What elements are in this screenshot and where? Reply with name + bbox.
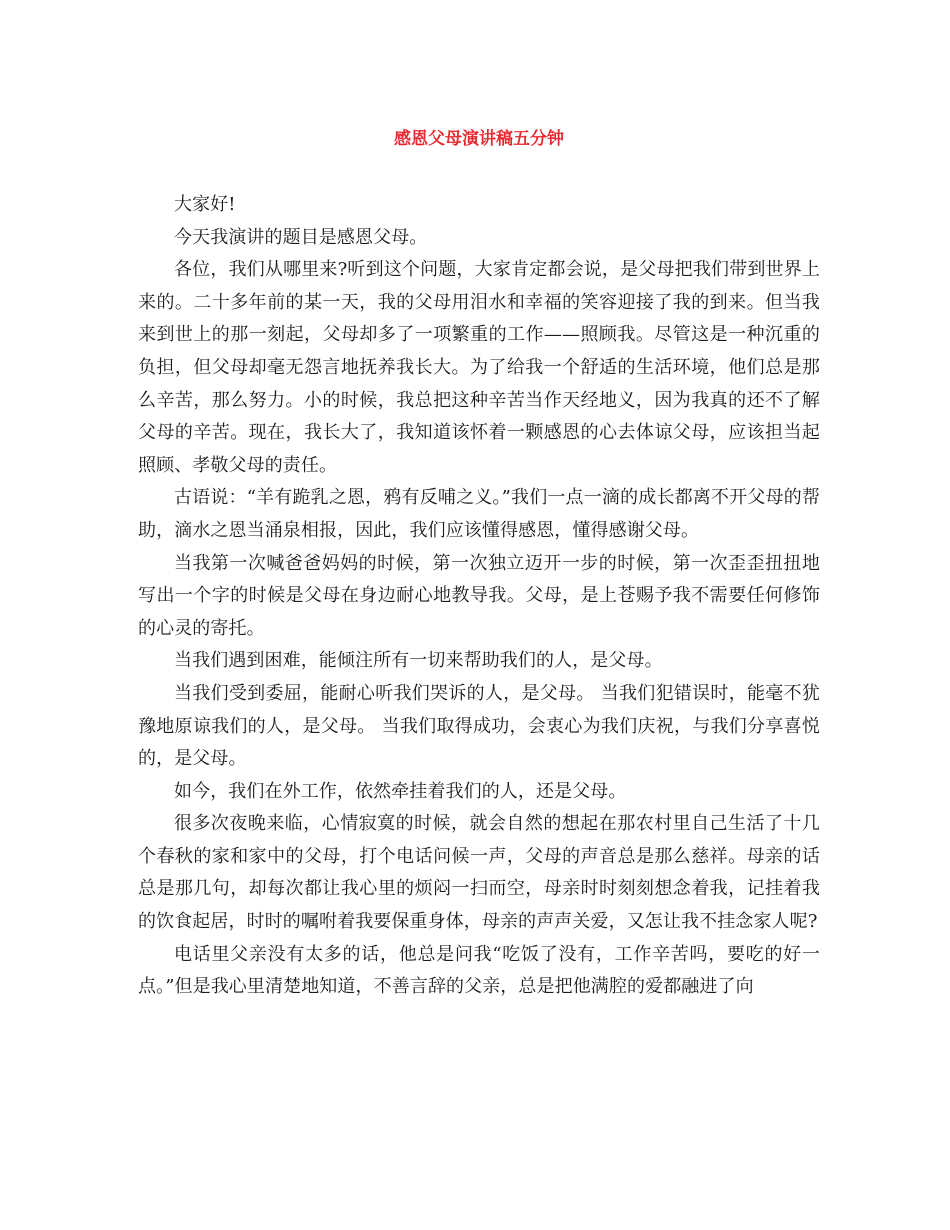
document-title: 感恩父母演讲稿五分钟 — [394, 129, 564, 149]
paragraph-greeting: 大家好! — [174, 194, 236, 215]
paragraph-first-times: 当我第一次喊爸爸妈妈的时候，第一次独立迈开一步的时候，第一次歪歪扭扭地写出一个字的时候是父母在身边耐心地教导我。父母，是上苍赐予我不需要任何修饰的心灵的寄托。 — [138, 552, 820, 639]
paragraph-difficulty: 当我们遇到困难，能倾注所有一切来帮助我们的人，是父母。 — [174, 650, 663, 672]
document-body — [138, 189, 820, 1004]
paragraph-origin: 各位，我们从哪里来?听到这个问题，大家肯定都会说，是父母把我们带到世界上来的。二十多年前的某一天，我的父母用泪水和幸福的笑容迎接了我的到来。但当我来到世上的那一刻起，父母却多了一项繁重的工作——照顾我。尽管这是一种沉重的负担，但父母却毫无怨言地抚养我长大。为了给我一个舒适的生活环境，他们总是那么辛苦，那么努力。小的时候，我总把这种辛苦当作天经地义，因为我真的还不了解父母的辛苦。现在，我长大了，我知道该怀着一颗感恩的心去体谅父母，应该担当起照顾、孝敬父母的责任。 — [138, 259, 820, 476]
paragraph-night-phone: 很多次夜晚来临，心情寂寞的时候，就会自然的想起在那农村里自己生活了十几个春秋的家和家中的父母，打个电话问候一声，父母的声音总是那么慈祥。母亲的话总是那几句，却每次都让我心里的烦闷一扫而空，母亲时时刻刻想念着我，记挂着我的饮食起居，时时的嘱咐着我要保重身体，母亲的声声关爱，又怎让我不挂念家人呢? — [138, 813, 820, 933]
paragraph-grievance: 当我们受到委屈，能耐心听我们哭诉的人，是父母。 当我们犯错误时，能毫不犹豫地原谅我们的人，是父母。 当我们取得成功，会衷心为我们庆祝，与我们分享喜悦的，是父母。 — [138, 682, 820, 770]
paragraph-father: 电话里父亲没有太多的话，他总是问我“吃饭了没有，工作辛苦吗，要吃的好一点。”但是我心里清楚地知道，不善言辞的父亲，总是把他满腔的爱都融进了向 — [138, 943, 820, 998]
paragraph-topic: 今天我演讲的题目是感恩父母。 — [174, 226, 428, 248]
paragraph-proverb: 古语说：“羊有跪乳之恩，鸦有反哺之义。”我们一点一滴的成长都离不开父母的帮助，滴水之恩当涌泉相报，因此，我们应该懂得感恩，懂得感谢父母。 — [138, 487, 820, 541]
paragraph-working-away: 如今，我们在外工作，依然牵挂着我们的人，还是父母。 — [174, 780, 627, 802]
